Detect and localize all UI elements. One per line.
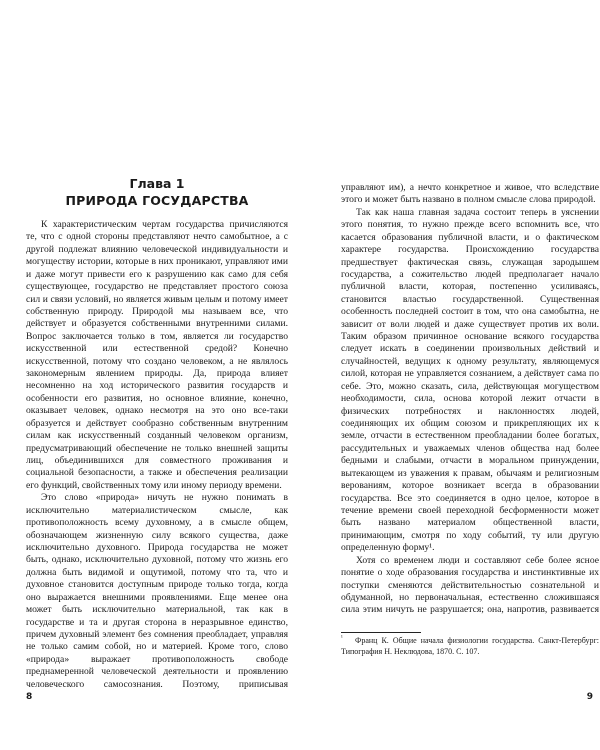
paragraph: Хотя со временем люди и составляют себе более ясное понятие о ходе образования государства и инстинктивные их поступки сменяются действительностью сознательной и обдуманной, но первоначальная, естественно сложившаяся сила этим ничуть не разрушается; она, напротив, развивается — [341, 554, 599, 616]
footnote: ¹ Франц К. Общие начала физиологии государства. Санкт-Петербург: Типография Н. Неклюдова, 1870. С. 107. — [341, 635, 599, 656]
page-number-right: 9 — [586, 692, 593, 702]
footnote-divider — [341, 632, 421, 633]
right-body-text — [341, 182, 599, 618]
right-page — [300, 0, 600, 750]
footnote-text: Франц К. Общие начала физиологии государства. Санкт-Петербург: Типография Н. Неклюдова, 1870. С. 107. — [341, 636, 599, 656]
page-number-left: 8 — [26, 692, 33, 702]
left-body-text — [26, 219, 288, 689]
paragraph: Это слово «природа» ничуть не нужно понимать в исключительно материалистическом смысле, как противоположность всему духовному, а в смысле общем, обозначающем жизненную силу всякого существа, даже исключительно духовного. Природа государства не может быть, однако, исключительно духовной, потому что жизнь его должна быть видимой и ощутимой, потому что та, что и духовное становится доступным природе только тогда, когда оно выражается внешними проявлениями. Еще менее она может быть исключительно материальной, так как в государстве и та и другая сторона в неразрывное единство, причем духовный элемент без сомнения преобладает, управляя не только самим собой, но и материей. Кроме того, слово «природа» выражает противоположность свободе преднамеренной человеческой деятельности и проявлению человеческого самосознания. Поэтому, приписывая — [26, 492, 288, 689]
chapter-title: ПРИРОДА ГОСУДАРСТВА — [65, 193, 249, 208]
paragraph: К характеристическим чертам государства причисляются те, что с одной стороны представляют нечто самобытное, а с другой подлежат влиянию человеческой индивидуальности и могуществу истории, которые в них проникают, управляют ими и даже могут привести его к разрушению как само для себя существующее, государство не представляет простого союза сил и связи условий, но является живым целым и потому имеет собственную природу. Природой мы называем все, что действует и образуется собственными внутренними силами. Вопрос заключается только в том, является ли государство искусственной или естественной средой? Конечно искусственной, потому что создано человеком, а не являлось закономерным явлением природы. Да, природа влияет несомненно на ход исторического развития государств и особенности его развития, но основное влияние, конечно, оказывает человек, однако несмотря на это оно все-таки образуется и действует сообразно собственным внутренним силам как искусственный созданный человеком организм, предусматривающий обеспечение не только внешней защиты лиц, объединившихся для совместного проживания и социальной безопасности, а также и обеспечения реализации его функций, свойственных тому или иному периоду времени. — [26, 219, 288, 491]
paragraph: управляют им), а нечто конкретное и живое, что вследствие этого и может быть названо в полном смысле слова природой. — [341, 182, 599, 206]
chapter-number: Глава 1 — [129, 176, 185, 191]
paragraph: Так как наша главная задача состоит теперь в уяснении этого понятия, то нужно прежде всего вспомнить все, что касается образования публичной власти, и о фактическом характере государства. Происхождению государства предшествует фактическая связь, служащая зародышем государства, а сожительство людей предполагает начало публичной власти, которая, постепенно усиливаясь, становится властью государственной. Существенная особенность последней состоит в том, что она самобытна, не зависит от воли людей и даже существует против их воли. Таким образом причинное основание всякого государства следует искать в соединении произвольных действий и случайностей, ведущих к одному результату, являющемуся силой, которая не управляется сознанием, а действует сама по себе. Это, можно сказать, сила, действующая могуществом необходимости, сила, основа которой лежит отчасти в физических потребностях и наклонностях людей, соединяющих их общим союзом и прикрепляющих их к земле, отчасти в естественном преобладании более богатых, рассудительных и уважаемых членов общества над более бедными и слабыми, отчасти в моральном принуждении, вытекающем из уважения к правам, обычаям и религиозным верованиям, которое возникает всегда в образовании государства. Все это соединяется в одно целое, которое в течение времени своей переходной бесформенности может быть названо материалом общественной власти, принимающим, смотря по ходу событий, ту или другую определенную форму¹. — [341, 206, 599, 554]
